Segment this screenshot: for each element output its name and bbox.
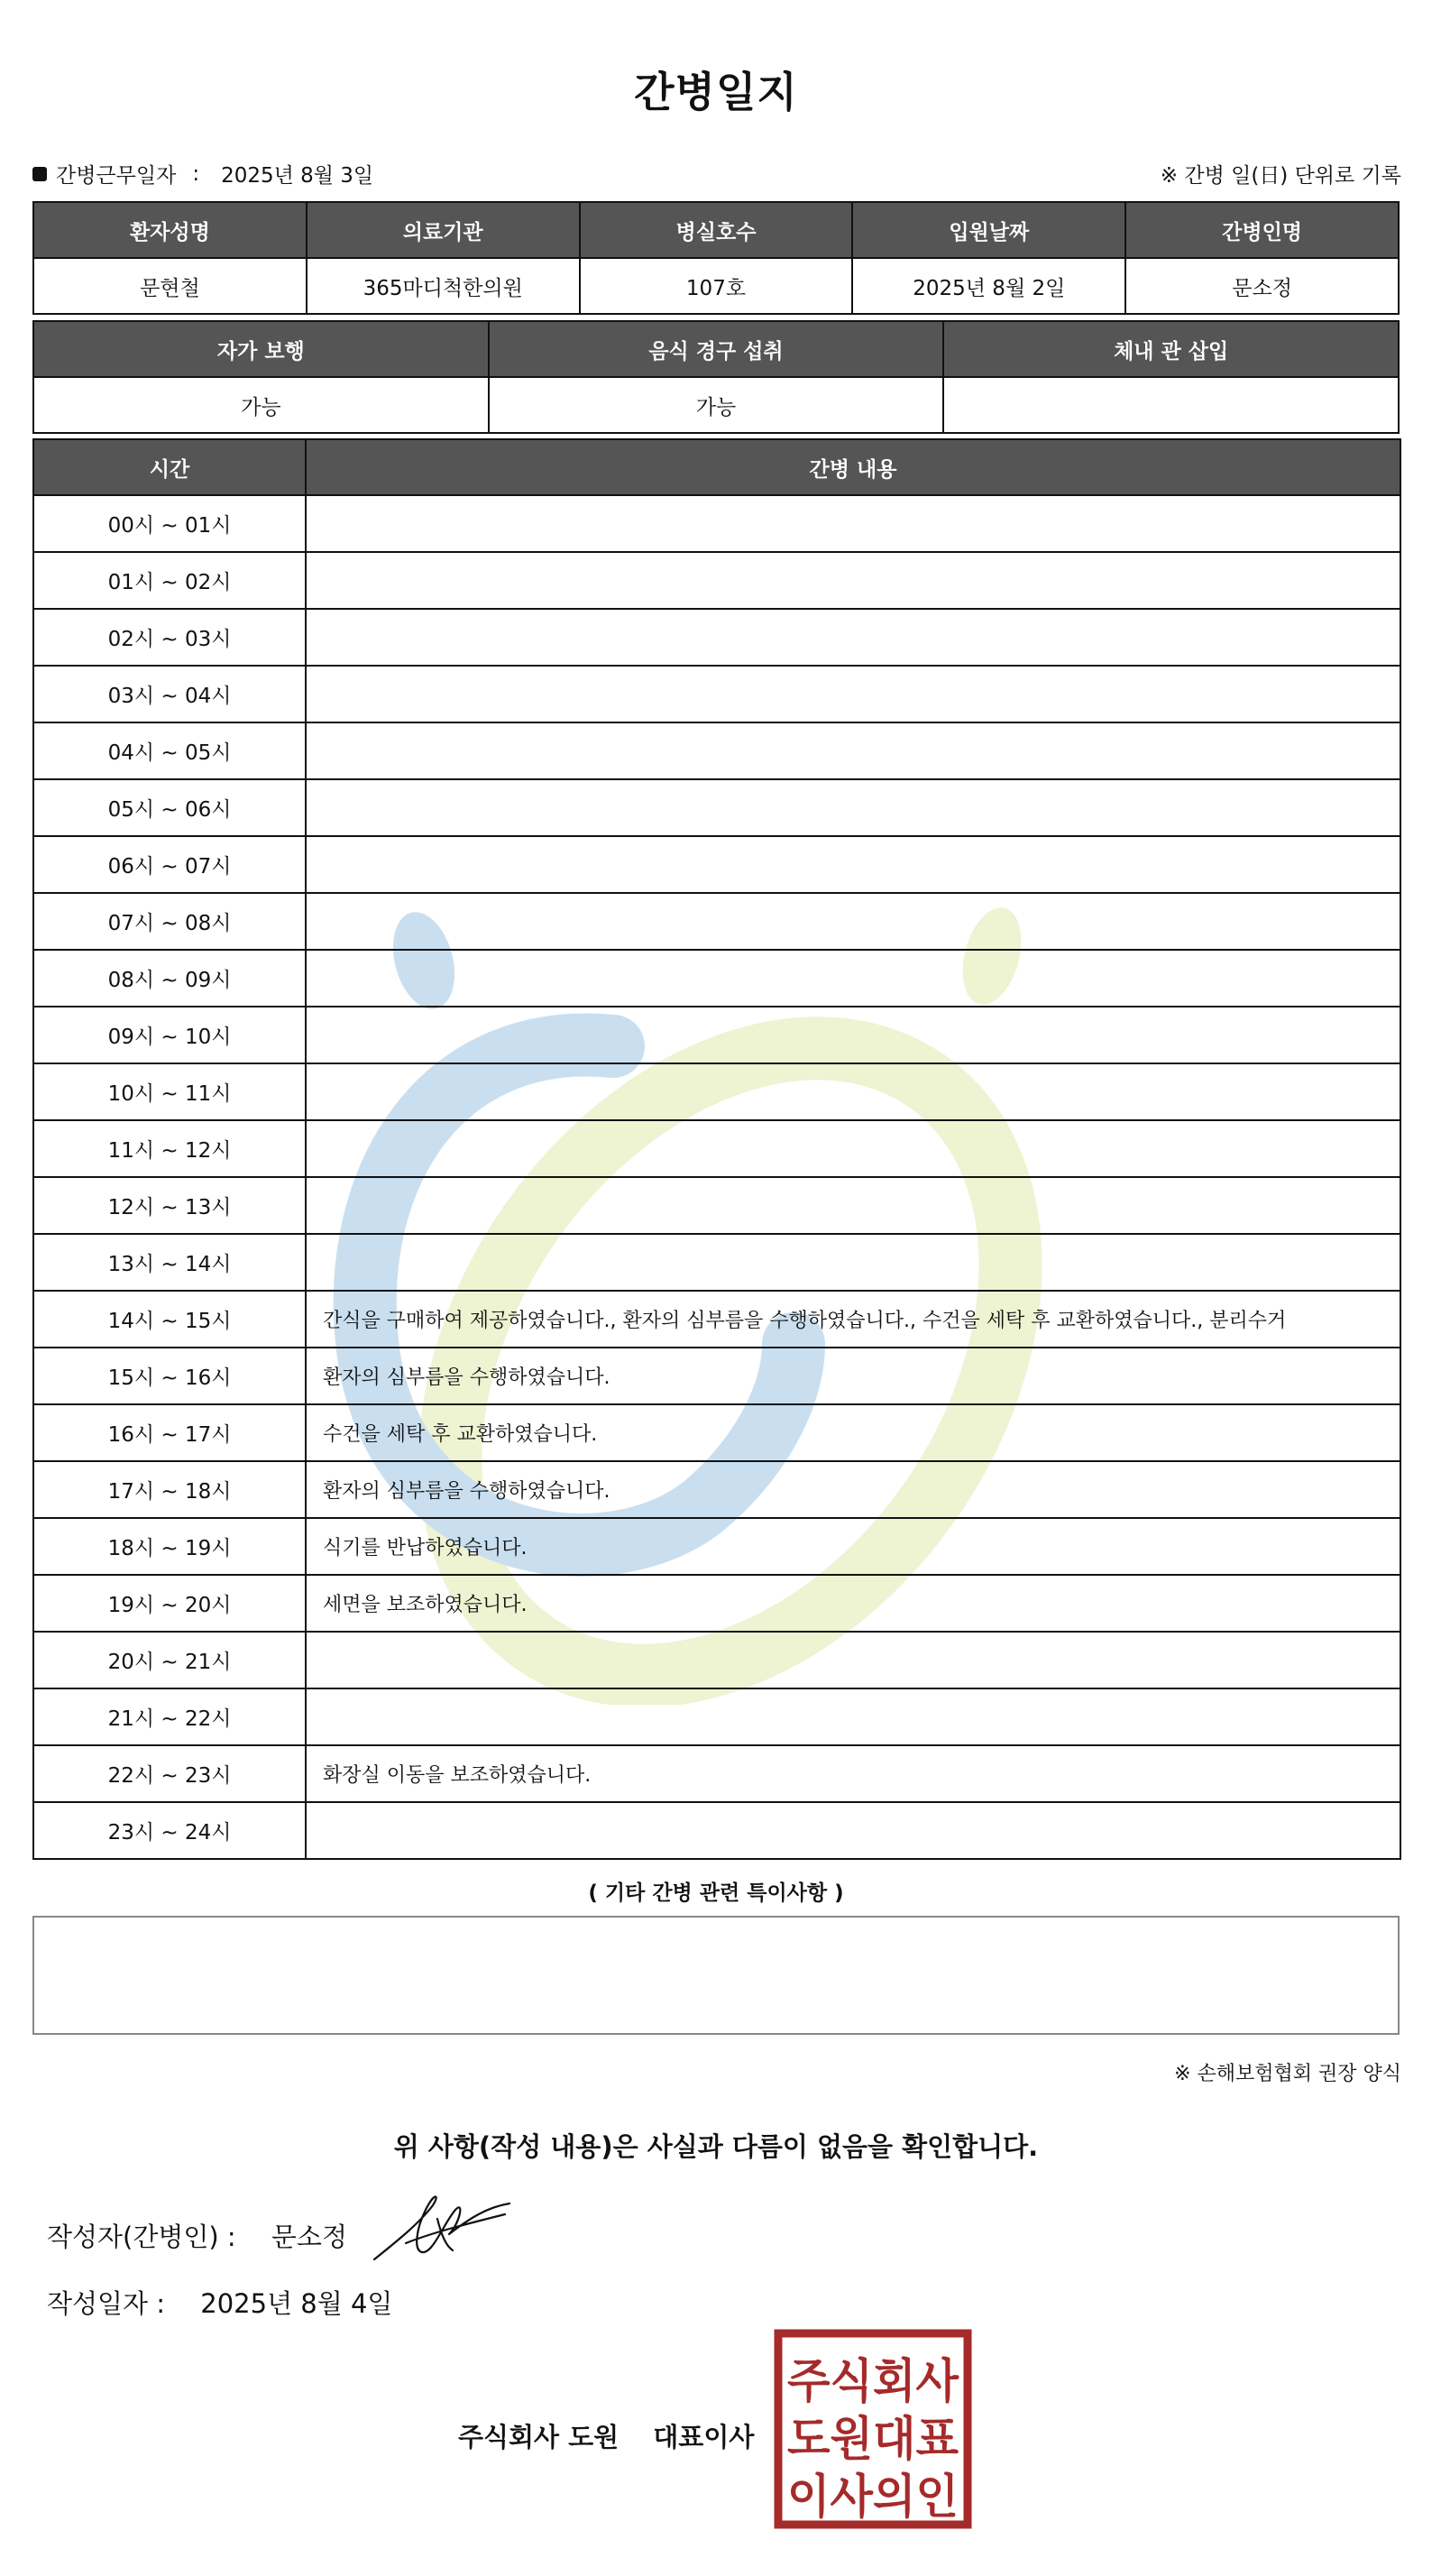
header-self-walking: 자가 보행 <box>33 321 489 377</box>
time-slot: 03시 ~ 04시 <box>33 666 306 722</box>
time-slot: 09시 ~ 10시 <box>33 1007 306 1063</box>
time-slot: 17시 ~ 18시 <box>33 1461 306 1518</box>
table-row <box>33 1234 1400 1291</box>
unit-note: ※ 간병 일(日) 단위로 기록 <box>1160 164 1401 188</box>
time-slot: 02시 ~ 03시 <box>33 609 306 666</box>
care-content: 화장실 이동을 보조하였습니다. <box>306 1745 1400 1802</box>
header-care-content: 간병 내용 <box>306 439 1400 495</box>
seal-text-line: 주식회사 <box>787 2355 959 2409</box>
table-row <box>33 1007 1400 1063</box>
seal-text-line: 도원대표 <box>787 2413 959 2467</box>
tube-insertion-value <box>943 377 1399 433</box>
written-date-label: 작성일자 : <box>47 2288 166 2319</box>
patient-status-table <box>32 320 1400 434</box>
writer-line <box>47 2217 347 2254</box>
room-number: 107호 <box>580 258 853 314</box>
care-content <box>306 1063 1400 1120</box>
patient-name: 문현철 <box>33 258 307 314</box>
care-content: 세면을 보조하였습니다. <box>306 1575 1400 1632</box>
status-value-row <box>33 377 1399 433</box>
caregiver-name: 문소정 <box>1125 258 1399 314</box>
time-slot: 00시 ~ 01시 <box>33 495 306 552</box>
notes-title: ( 기타 간병 관련 특이사항 ) <box>588 1881 844 1905</box>
table-row <box>33 1177 1400 1234</box>
hospital-name: 365마디척한의원 <box>307 258 580 314</box>
log-header-row <box>33 439 1400 495</box>
care-content <box>306 1007 1400 1063</box>
notes-box <box>32 1916 1400 2035</box>
header-room: 병실호수 <box>580 202 853 258</box>
header-admission-date: 입원날짜 <box>852 202 1125 258</box>
table-row <box>33 779 1400 836</box>
care-content <box>306 722 1400 779</box>
work-date-value: 2025년 8월 3일 <box>221 164 374 188</box>
info-header-row <box>33 202 1399 258</box>
written-date-line <box>47 2284 392 2321</box>
care-content: 수건을 세탁 후 교환하였습니다. <box>306 1404 1400 1461</box>
table-row <box>33 1688 1400 1745</box>
care-content <box>306 609 1400 666</box>
table-row <box>33 893 1400 950</box>
table-row <box>33 836 1400 893</box>
care-content <box>306 1177 1400 1234</box>
written-date-value: 2025년 8월 4일 <box>200 2288 393 2319</box>
handwritten-signature <box>370 2187 514 2268</box>
table-row <box>33 1518 1400 1575</box>
log-body <box>33 495 1400 1859</box>
status-header-row <box>33 321 1399 377</box>
time-slot: 22시 ~ 23시 <box>33 1745 306 1802</box>
time-slot: 06시 ~ 07시 <box>33 836 306 893</box>
care-content: 환자의 심부름을 수행하였습니다. <box>306 1461 1400 1518</box>
care-content <box>306 1688 1400 1745</box>
table-row <box>33 1291 1400 1348</box>
company-name: 주식회사 도원 <box>458 2422 620 2452</box>
care-log-table <box>32 438 1401 1860</box>
table-row <box>33 1745 1400 1802</box>
ceo-label: 대표이사 <box>653 2422 755 2452</box>
time-slot: 01시 ~ 02시 <box>33 552 306 609</box>
table-row <box>33 552 1400 609</box>
header-caregiver: 간병인명 <box>1125 202 1399 258</box>
care-content <box>306 779 1400 836</box>
care-content <box>306 1234 1400 1291</box>
care-content <box>306 552 1400 609</box>
table-row <box>33 666 1400 722</box>
writer-label: 작성자(간병인) : <box>47 2222 236 2252</box>
care-content: 식기를 반납하였습니다. <box>306 1518 1400 1575</box>
time-slot: 05시 ~ 06시 <box>33 779 306 836</box>
table-row <box>33 1575 1400 1632</box>
page-title: 간병일지 <box>634 68 798 116</box>
header-tube-insertion: 체내 관 삽입 <box>943 321 1399 377</box>
time-slot: 13시 ~ 14시 <box>33 1234 306 1291</box>
company-seal-stamp <box>774 2329 972 2529</box>
bullet-icon <box>32 167 47 181</box>
care-content <box>306 893 1400 950</box>
header-time: 시간 <box>33 439 306 495</box>
seal-text-line: 이사의인 <box>787 2470 959 2525</box>
patient-info-table <box>32 201 1400 315</box>
table-row <box>33 495 1400 552</box>
table-row <box>33 609 1400 666</box>
time-slot: 23시 ~ 24시 <box>33 1802 306 1859</box>
table-row <box>33 722 1400 779</box>
time-slot: 04시 ~ 05시 <box>33 722 306 779</box>
work-date-separator: : <box>192 161 200 186</box>
time-slot: 12시 ~ 13시 <box>33 1177 306 1234</box>
table-row <box>33 1063 1400 1120</box>
work-date <box>32 159 373 189</box>
time-slot: 10시 ~ 11시 <box>33 1063 306 1120</box>
company-line <box>458 2417 754 2454</box>
table-row <box>33 1802 1400 1859</box>
care-content: 환자의 심부름을 수행하였습니다. <box>306 1348 1400 1404</box>
table-row <box>33 950 1400 1007</box>
time-slot: 20시 ~ 21시 <box>33 1632 306 1688</box>
care-content <box>306 666 1400 722</box>
time-slot: 14시 ~ 15시 <box>33 1291 306 1348</box>
care-content <box>306 1632 1400 1688</box>
time-slot: 15시 ~ 16시 <box>33 1348 306 1404</box>
time-slot: 16시 ~ 17시 <box>33 1404 306 1461</box>
time-slot: 08시 ~ 09시 <box>33 950 306 1007</box>
table-row <box>33 1461 1400 1518</box>
writer-name: 문소정 <box>271 2222 347 2252</box>
work-date-label: 간병근무일자 <box>56 164 177 188</box>
care-content: 간식을 구매하여 제공하였습니다., 환자의 심부름을 수행하였습니다., 수건을 세탁 후 교환하였습니다., 분리수거 <box>306 1291 1400 1348</box>
info-value-row <box>33 258 1399 314</box>
care-content <box>306 836 1400 893</box>
self-walking-value: 가능 <box>33 377 489 433</box>
time-slot: 21시 ~ 22시 <box>33 1688 306 1745</box>
table-row <box>33 1404 1400 1461</box>
oral-intake-value: 가능 <box>489 377 944 433</box>
table-row <box>33 1632 1400 1688</box>
admission-date: 2025년 8월 2일 <box>852 258 1125 314</box>
header-patient-name: 환자성명 <box>33 202 307 258</box>
time-slot: 19시 ~ 20시 <box>33 1575 306 1632</box>
form-source-note: ※ 손해보험협회 권장 양식 <box>1174 2063 1401 2085</box>
time-slot: 07시 ~ 08시 <box>33 893 306 950</box>
care-content <box>306 950 1400 1007</box>
time-slot: 11시 ~ 12시 <box>33 1120 306 1177</box>
time-slot: 18시 ~ 19시 <box>33 1518 306 1575</box>
table-row <box>33 1348 1400 1404</box>
table-row <box>33 1120 1400 1177</box>
confirmation-statement: 위 사항(작성 내용)은 사실과 다름이 없음을 확인합니다. <box>393 2131 1039 2162</box>
care-content <box>306 1802 1400 1859</box>
header-oral-intake: 음식 경구 섭취 <box>489 321 944 377</box>
header-hospital: 의료기관 <box>307 202 580 258</box>
care-content <box>306 1120 1400 1177</box>
care-content <box>306 495 1400 552</box>
